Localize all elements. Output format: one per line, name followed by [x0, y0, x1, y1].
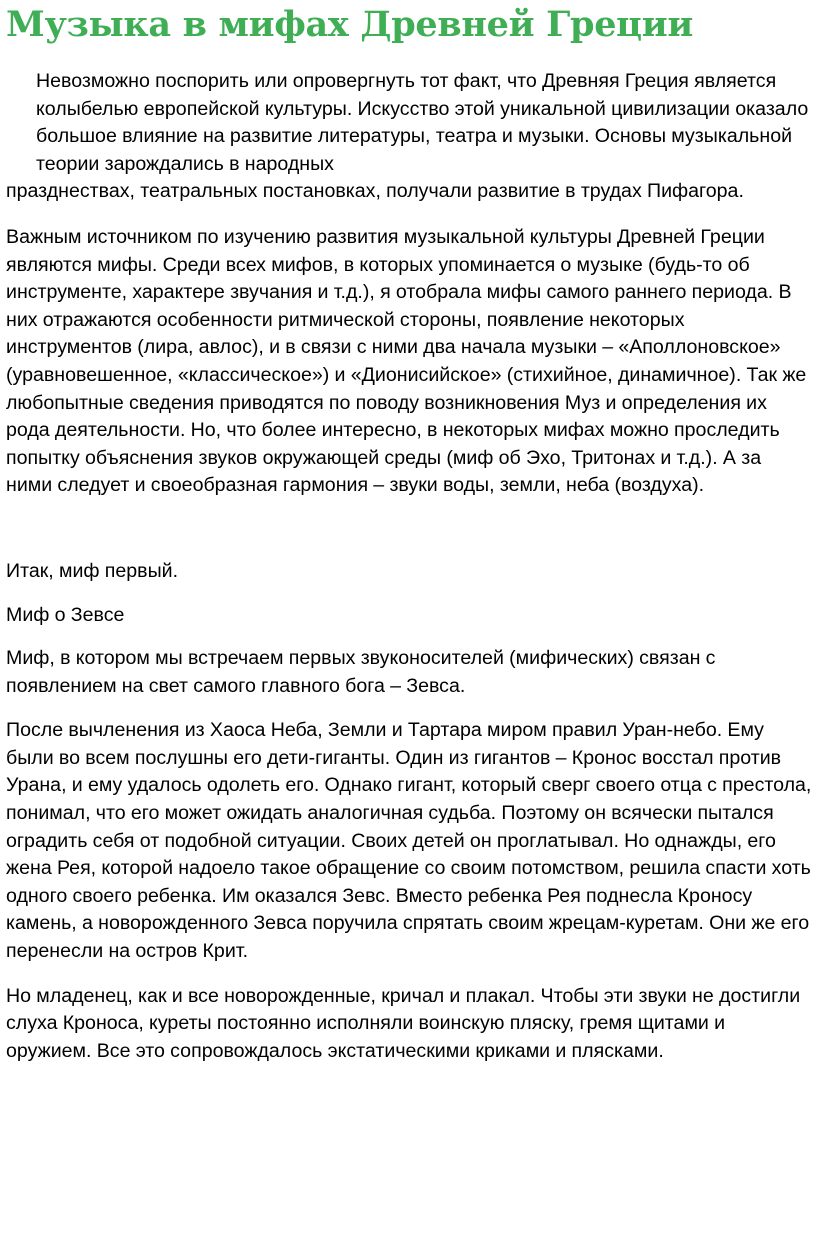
paragraph-zeus-intro: Миф, в котором мы встречаем первых звуконосителей (мифических) связан с появлением на свет самого главного бога – Зевса. — [6, 647, 716, 697]
document-title: Музыка в мифах Древней Греции — [6, 4, 694, 45]
document-page — [6, 0, 812, 1065]
paragraph-first-myth: Итак, миф первый. — [6, 559, 179, 582]
paragraph-curetes: Но младенец, как и все новорожденные, кричал и плакал. Чтобы эти звуки не достигли слуха Кроноса, куреты постоянно исполняли воинскую пляску, гремя щитами и оружием. Все это сопровождалось экстатическими криками и плясками. — [6, 984, 801, 1062]
myth-heading: Миф о Зевсе — [6, 603, 125, 626]
intro-rest-text: празднествах, театральных постановках, получали развитие в трудах Пифагора. — [6, 180, 744, 203]
paragraph-cronus: После вычленения из Хаоса Неба, Земли и Тартара миром правил Уран-небо. Ему были во всем послушны его дети-гиганты. Один из гигантов – Кронос восстал против Урана, и ему удалось одолеть его. Однако гигант, который сверг своего отца с престола, понимал, что его может ожидать аналогичная судьба. Поэтому он всячески пытался оградить себя от подобной ситуации. Своих детей он проглатывал. Но однажды, его жена Рея, которой надоело такое обращение со своим потомством, решила спасти хоть одного своего ребенка. Им оказался Зевс. Вместо ребенка Рея поднесла Кроносу камень, а новорожденного Зевса поручила спрятать своим жрецам-куретам. Они же его перенесли на остров Крит. — [6, 719, 812, 963]
paragraph-sources: Важным источником по изучению развития музыкальной культуры Древней Греции являются мифы. Среди всех мифов, в которых упоминается о музыке (будь-то об инструменте, характере звучания и т.д.), я отобрала мифы самого раннего периода. В них отражаются особенности ритмической стороны, появление некоторых инструментов (лира, авлос), и в связи с ними два начала музыки – «Аполлоновское» (уравновешенное, «классическое») и «Дионисийское» (стихийное, динамичное). Так же любопытные сведения приводятся по поводу возникновения Муз и определения их рода деятельности. Но, что более интересно, в некоторых мифах можно проследить попытку объяснения звуков окружающей среды (миф об Эхо, Тритонах и т.д.). А за ними следует и своеобразная гармония – звуки воды, земли, неба (воздуха). — [6, 225, 807, 497]
intro-indented-text: Невозможно поспорить или опровергнуть тот факт, что Древняя Греция является колыбелью европейской культуры. Искусство этой уникальной цивилизации оказало большое влияние на развитие литературы, театра и музыки. Основы музыкальной теории зарождались в народных — [36, 70, 809, 175]
intro-paragraph — [6, 68, 812, 206]
